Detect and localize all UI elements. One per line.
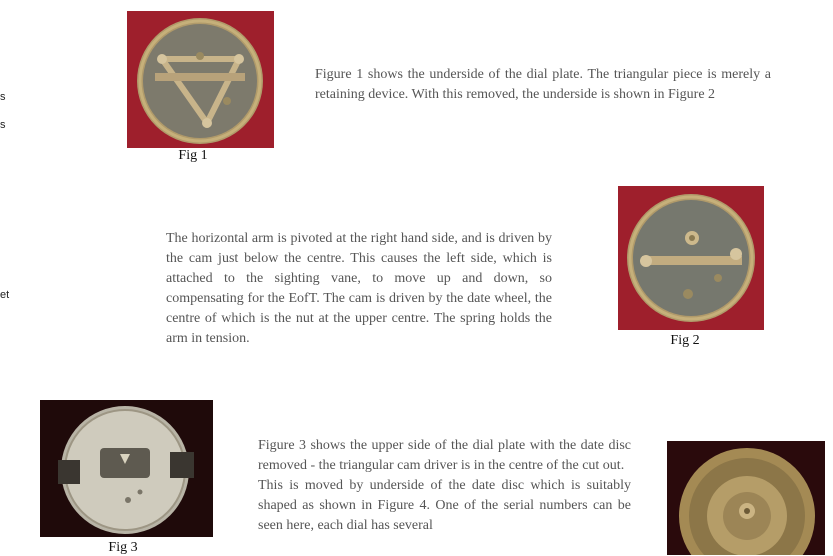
figure-1-photo: [127, 11, 274, 148]
side-fragment: s: [0, 119, 6, 131]
paragraph-figure-2: [166, 229, 552, 349]
paragraph-figure-3: [258, 436, 631, 536]
figure-3-caption: Fig 3: [108, 540, 138, 555]
side-fragment: s: [0, 91, 6, 103]
side-fragment: et: [0, 289, 10, 301]
figure-2-caption: Fig 2: [670, 333, 700, 348]
paragraph-text: The horizontal arm is pivoted at the right hand side, and is driven by the cam just below the centre. This causes the left side, which is attached to the sighting vane, to move up and down, so compensating for the EofT. The cam is driven by the date wheel, the centre of which is the nut at the upper centre. The spring holds the arm in tension.: [166, 231, 552, 346]
figure-4-photo: [667, 441, 825, 555]
figure-2-photo: [618, 186, 764, 330]
paragraph-text: This is moved by underside of the date disc which is suitably shaped as shown in Figure 4. One of the serial numbers can be seen here, each dial has several: [258, 478, 631, 533]
paragraph-text: Figure 3 shows the upper side of the dial plate with the date disc removed - the triangular cam driver is in the centre of the cut out.: [258, 438, 631, 473]
paragraph-text: Figure 1 shows the underside of the dial plate. The triangular piece is merely a retaining device. With this removed, the underside is shown in Figure 2: [315, 67, 771, 102]
paragraph-figure-1: [315, 65, 771, 105]
figure-3-photo: [40, 400, 213, 537]
figure-1-caption: Fig 1: [178, 148, 208, 163]
